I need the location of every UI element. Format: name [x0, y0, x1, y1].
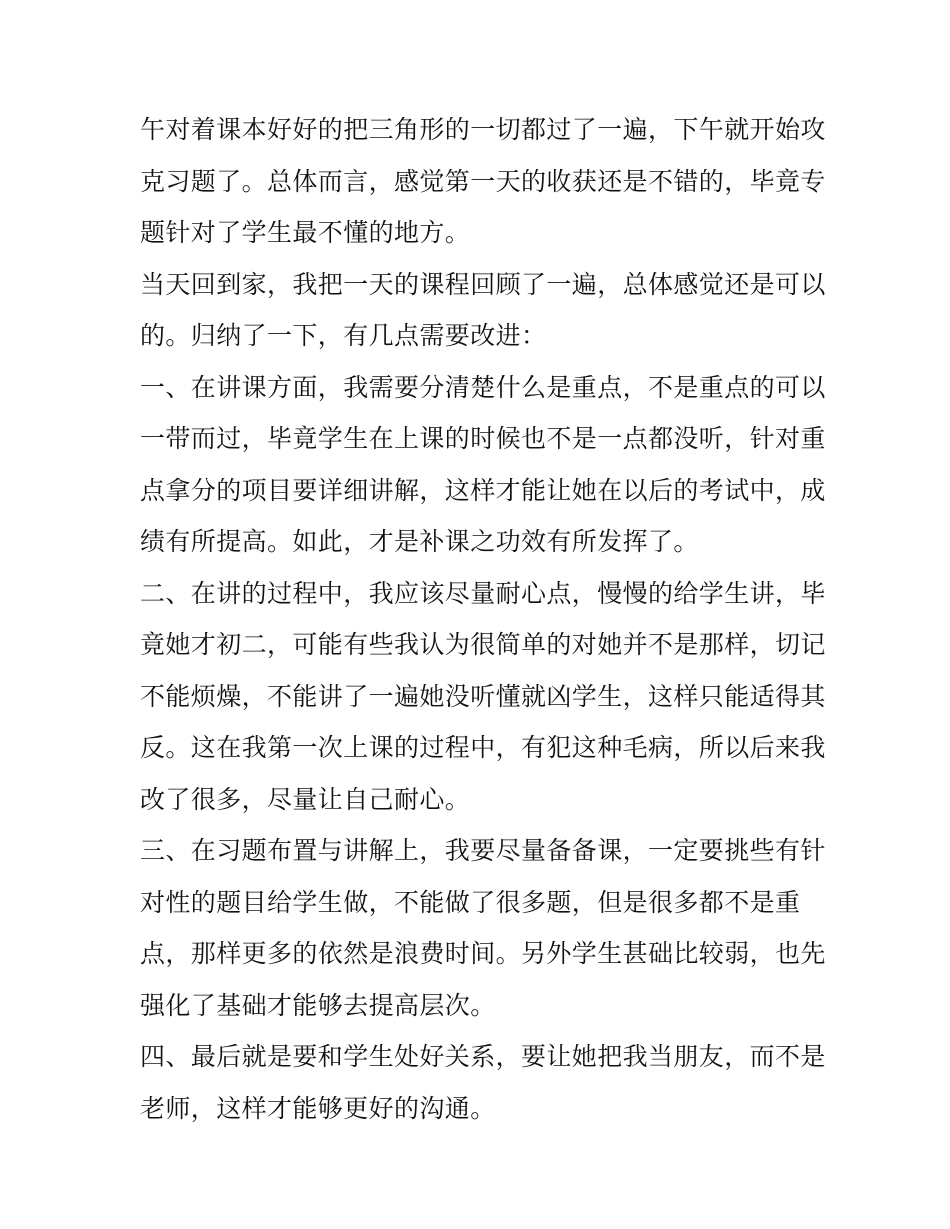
text-line: 老师，这样才能够更好的沟通。 [140, 1093, 496, 1123]
text-line: 点拿分的项目要详细讲解，这样才能让她在以后的考试中，成 [140, 475, 826, 505]
text-line: 三、在习题布置与讲解上，我要尽量备备课，一定要挑些有针 [140, 836, 826, 865]
text-line: 反。这在我第一次上课的过程中，有犯这种毛病，所以后来我 [140, 733, 826, 762]
text-line: 的。归纳了一下，有几点需要改进： [140, 321, 547, 350]
text-line: 点，那样更多的依然是浪费时间。另外学生甚础比较弱，也先 [140, 939, 826, 968]
text-line: 午对着课本好好的把三角形的一切都过了一遍，下午就开始攻 [140, 115, 826, 144]
text-line: 二、在讲的过程中，我应该尽量耐心点，慢慢的给学生讲，毕 [140, 578, 826, 608]
document-body [140, 104, 826, 1134]
text-line: 一、在讲课方面，我需要分清楚什么是重点，不是重点的可以 [140, 372, 826, 402]
text-line: 不能烦燥，不能讲了一遍她没听懂就凶学生，这样只能适得其 [140, 681, 826, 711]
text-line: 对性的题目给学生做，不能做了很多题，但是很多都不是重 [140, 887, 801, 917]
text-line: 克习题了。总体而言，感觉第一天的收获还是不错的，毕竟专 [140, 166, 826, 196]
text-line: 改了很多，尽量让自己耐心。 [140, 784, 471, 814]
text-line: 当天回到家，我把一天的课程回顾了一遍，总体感觉还是可以 [140, 269, 826, 299]
text-line: 四、最后就是要和学生处好关系，要让她把我当朋友，而不是 [140, 1042, 826, 1071]
text-line: 强化了基础才能够去提高层次。 [140, 990, 496, 1020]
text-line: 绩有所提高。如此，才是补课之功效有所发挥了。 [140, 527, 699, 556]
text-line: 一带而过，毕竟学生在上课的时候也不是一点都没听，针对重 [140, 424, 826, 453]
text-line: 题针对了学生最不懂的地方。 [140, 218, 471, 247]
text-line: 竟她才初二，可能有些我认为很简单的对她并不是那样，切记 [140, 630, 826, 659]
